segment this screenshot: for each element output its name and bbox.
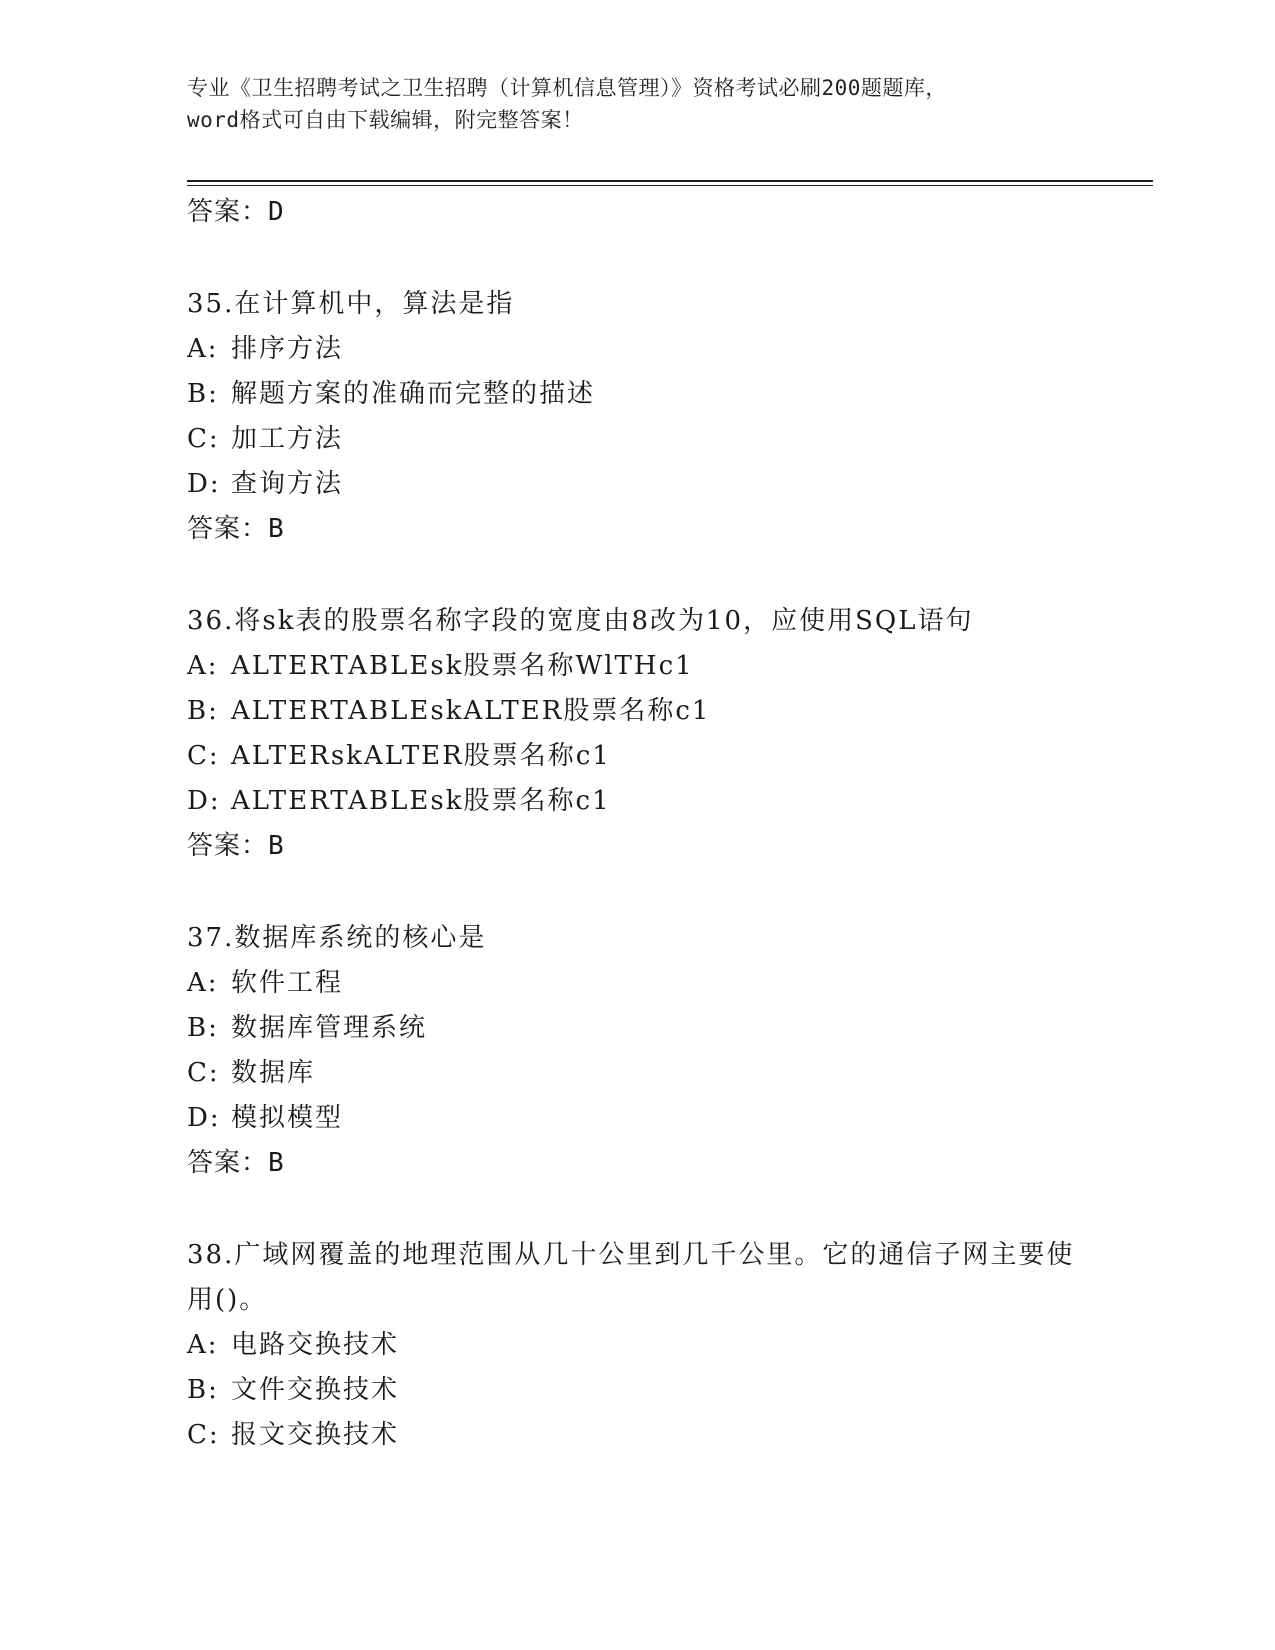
option-letter: D: xyxy=(187,469,221,499)
option-letter: D: xyxy=(187,786,221,816)
option-letter: A: xyxy=(187,334,219,364)
option-a xyxy=(187,644,1147,689)
answer: 答案：B xyxy=(187,1148,285,1178)
option-b xyxy=(187,1006,1147,1051)
option-letter: C: xyxy=(187,1420,220,1450)
option-letter: D: xyxy=(187,1103,221,1133)
answer: 答案：B xyxy=(187,831,285,861)
option-c xyxy=(187,1051,1147,1096)
option-text: 软件工程 xyxy=(231,968,344,998)
option-b xyxy=(187,689,1147,734)
option-text: 解题方案的准确而完整的描述 xyxy=(231,379,596,409)
option-letter: C: xyxy=(187,424,220,454)
header-divider-thick xyxy=(187,180,1153,182)
option-d xyxy=(187,779,1147,824)
option-letter: B: xyxy=(187,696,219,726)
option-text: ALTERTABLEsk股票名称WlTHc1 xyxy=(231,651,694,681)
option-b xyxy=(187,1368,1147,1413)
option-a xyxy=(187,961,1147,1006)
question-36 xyxy=(187,599,1147,869)
option-letter: B: xyxy=(187,1375,219,1405)
document-header xyxy=(187,72,1087,136)
option-letter: C: xyxy=(187,1058,220,1088)
option-text: 模拟模型 xyxy=(231,1103,344,1133)
option-text: 报文交换技术 xyxy=(231,1420,400,1450)
option-text: 加工方法 xyxy=(231,424,344,454)
question-list xyxy=(187,190,1147,1458)
header-line-1: 专业《卫生招聘考试之卫生招聘（计算机信息管理）》资格考试必刷200题题库， xyxy=(187,76,947,100)
option-c xyxy=(187,417,1147,462)
option-text: 数据库管理系统 xyxy=(231,1013,428,1043)
question-title: 38.广域网覆盖的地理范围从几十公里到几千公里。它的通信子网主要使用()。 xyxy=(187,1240,1075,1315)
option-a xyxy=(187,327,1147,372)
question-35 xyxy=(187,282,1147,552)
option-letter: C: xyxy=(187,741,220,771)
question-37 xyxy=(187,916,1147,1186)
option-d xyxy=(187,1096,1147,1141)
header-divider-thin xyxy=(187,185,1153,186)
option-a xyxy=(187,1323,1147,1368)
option-letter: B: xyxy=(187,1013,219,1043)
option-text: ALTERTABLEsk股票名称c1 xyxy=(231,786,611,816)
option-text: 数据库 xyxy=(231,1058,316,1088)
question-title: 37.数据库系统的核心是 xyxy=(187,923,487,953)
option-c xyxy=(187,734,1147,779)
option-text: 排序方法 xyxy=(231,334,344,364)
answer: 答案：B xyxy=(187,514,285,544)
option-text: ALTERskALTER股票名称c1 xyxy=(231,741,611,771)
option-text: ALTERTABLEskALTER股票名称c1 xyxy=(231,696,711,726)
option-text: 电路交换技术 xyxy=(231,1330,400,1360)
question-title: 36.将sk表的股票名称字段的宽度由8改为10，应使用SQL语句 xyxy=(187,606,974,636)
question-38 xyxy=(187,1233,1147,1458)
question-title: 35.在计算机中，算法是指 xyxy=(187,289,515,319)
header-line-2: word格式可自由下载编辑，附完整答案！ xyxy=(187,108,584,132)
option-letter: B: xyxy=(187,379,219,409)
option-c xyxy=(187,1413,1147,1458)
option-text: 查询方法 xyxy=(231,469,344,499)
answer-previous: 答案：D xyxy=(187,197,285,227)
option-b xyxy=(187,372,1147,417)
option-letter: A: xyxy=(187,1330,219,1360)
option-letter: A: xyxy=(187,968,219,998)
option-d xyxy=(187,462,1147,507)
option-letter: A: xyxy=(187,651,219,681)
option-text: 文件交换技术 xyxy=(231,1375,400,1405)
